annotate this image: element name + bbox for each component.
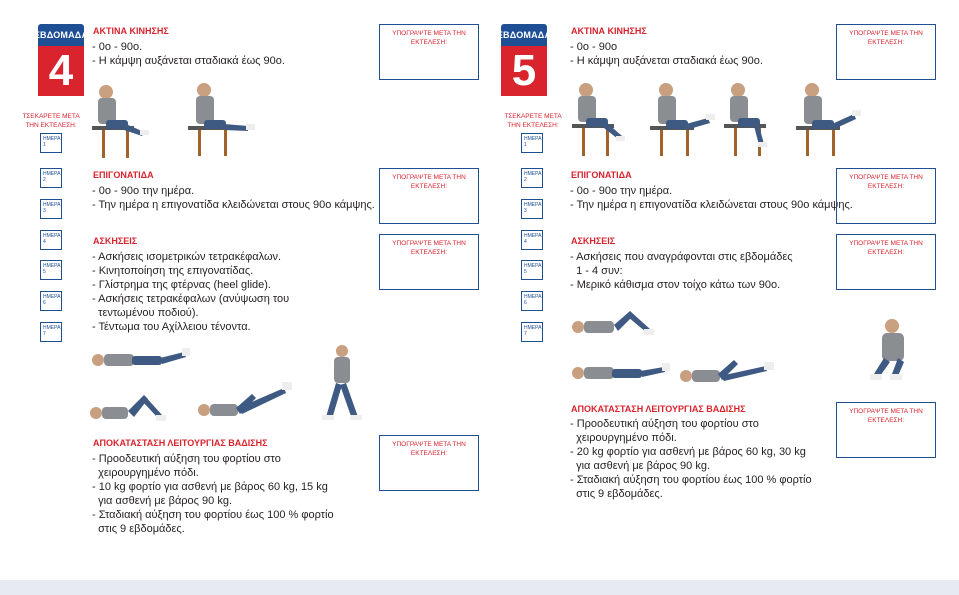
right-s1-line-2: - Η κάμψη αυξάνεται σταδιακά έως 90ο. (570, 55, 763, 67)
day-box-right-5[interactable] (521, 260, 543, 280)
photo-seated-6 (796, 78, 866, 158)
day-box-left-3[interactable] (40, 199, 62, 219)
left-s2-title: ΕΠΙΓΟΝΑΤΙΔΑ (93, 170, 154, 180)
right-s4-line-1: - Προοδευτική αύξηση του φορτίου στο (570, 418, 759, 430)
day-label: ΗΜΕΡΑ 1 (43, 136, 61, 148)
right-s4-line-6: στις 9 εβδομάδες. (570, 488, 663, 500)
sign-label: ΥΠΟΓΡΑΨΤΕ ΜΕΤΑ ΤΗΝ ΕΚΤΕΛΕΣΗ: (392, 174, 466, 190)
day-box-left-6[interactable] (40, 291, 62, 311)
right-s1-line-1: - 0ο - 90ο (570, 41, 618, 53)
photo-seated-3 (572, 78, 632, 158)
left-s4-line-1: - Προοδευτική αύξηση του φορτίου στο (92, 453, 281, 465)
sign-box-left-4[interactable] (379, 435, 479, 491)
day-label: ΗΜΕΡΑ 2 (524, 171, 542, 183)
day-label: ΗΜΕΡΑ 6 (43, 294, 61, 306)
day-box-right-7[interactable] (521, 322, 543, 342)
photo-seated-1 (92, 80, 152, 160)
left-s4-line-3: - 10 kg φορτίο για ασθενή με βάρος 60 kg, 15 kg (92, 481, 328, 493)
day-label: ΗΜΕΡΑ 5 (43, 263, 61, 275)
photo-lying-2 (90, 385, 170, 425)
left-s3-title: ΑΣΚΗΣΕΙΣ (93, 236, 138, 246)
day-label: ΗΜΕΡΑ 3 (43, 202, 61, 214)
week-number: 5 (501, 46, 547, 96)
left-s3-line-5: τεντωμένου ποδιού). (92, 307, 199, 319)
day-box-right-2[interactable] (521, 168, 543, 188)
day-label: ΗΜΕΡΑ 7 (524, 325, 542, 337)
day-box-right-3[interactable] (521, 199, 543, 219)
photo-standing-stretch (318, 343, 368, 423)
bottom-strip (0, 580, 959, 595)
sign-label: ΥΠΟΓΡΑΨΤΕ ΜΕΤΑ ΤΗΝ ΕΚΤΕΛΕΣΗ: (849, 408, 923, 424)
day-label: ΗΜΕΡΑ 1 (524, 136, 542, 148)
week-label: ΕΒΔΟΜΑΔΑ (33, 30, 89, 40)
right-s3-line-2: 1 - 4 συν: (570, 265, 623, 277)
right-s3-title: ΑΣΚΗΣΕΙΣ (571, 236, 616, 246)
sign-box-left-1[interactable] (379, 24, 479, 80)
photo-leg-raise (198, 378, 298, 422)
photo-seated-4 (650, 78, 720, 158)
day-label: ΗΜΕΡΑ 5 (524, 263, 542, 275)
photo-lying-5 (680, 348, 780, 388)
left-s2-line-2: - Την ημέρα η επιγονατίδα κλειδώνεται στους 90ο κάμψης. (92, 199, 375, 211)
check-label-left: ΤΣΕΚΑΡΕΤΕ ΜΕΤΑ ΤΗΝ ΕΚΤΕΛΕΣΗ: (22, 113, 80, 129)
day-box-right-4[interactable] (521, 230, 543, 250)
day-box-right-1[interactable] (521, 133, 543, 153)
right-s2-line-2: - Την ημέρα η επιγονατίδα κλειδώνεται στους 90ο κάμψης. (570, 199, 853, 211)
left-s1-line-2: - Η κάμψη αυξάνεται σταδιακά έως 90ο. (92, 55, 285, 67)
right-s4-line-2: χειρουργημένο πόδι. (570, 432, 677, 444)
left-s4-line-5: - Σταδιακή αύξηση του φορτίου έως 100 % φορτίο (92, 509, 334, 521)
left-s1-title: ΑΚΤΙΝΑ ΚΙΝΗΣΗΣ (93, 26, 169, 36)
sign-box-left-3[interactable] (379, 234, 479, 290)
photo-lying-1 (92, 340, 192, 372)
week-number: 4 (38, 46, 84, 96)
sign-box-right-1[interactable] (836, 24, 936, 80)
right-s3-line-3: - Μερικό κάθισμα στον τοίχο κάτω των 90ο. (570, 279, 781, 291)
sign-box-left-2[interactable] (379, 168, 479, 224)
day-box-left-2[interactable] (40, 168, 62, 188)
left-s3-line-3: - Γλίστρημα της φτέρνας (heel glide). (92, 279, 271, 291)
photo-wall-squat (862, 318, 922, 388)
sign-label: ΥΠΟΓΡΑΨΤΕ ΜΕΤΑ ΤΗΝ ΕΚΤΕΛΕΣΗ: (392, 441, 466, 457)
sign-box-right-3[interactable] (836, 234, 936, 290)
day-box-left-4[interactable] (40, 230, 62, 250)
photo-seated-5 (724, 78, 784, 158)
sign-label: ΥΠΟΓΡΑΨΤΕ ΜΕΤΑ ΤΗΝ ΕΚΤΕΛΕΣΗ: (392, 240, 466, 256)
sign-label: ΥΠΟΓΡΑΨΤΕ ΜΕΤΑ ΤΗΝ ΕΚΤΕΛΕΣΗ: (392, 30, 466, 46)
left-s4-line-2: χειρουργημένο πόδι. (92, 467, 199, 479)
left-s1-line-1: - 0ο - 90ο. (92, 41, 143, 53)
left-s4-line-4: για ασθενή με βάρος 90 kg. (92, 495, 232, 507)
left-s3-line-6: - Τέντωμα του Αχίλλειου τένοντα. (92, 321, 251, 333)
right-s4-line-4: για ασθενή με βάρος 90 kg. (570, 460, 710, 472)
week-label: ΕΒΔΟΜΑΔΑ (496, 30, 552, 40)
day-box-right-6[interactable] (521, 291, 543, 311)
photo-lying-3 (572, 305, 672, 339)
sign-box-right-4[interactable] (836, 402, 936, 458)
left-s4-line-6: στις 9 εβδομάδες. (92, 523, 185, 535)
day-label: ΗΜΕΡΑ 4 (43, 233, 61, 245)
day-label: ΗΜΕΡΑ 4 (524, 233, 542, 245)
sign-label: ΥΠΟΓΡΑΨΤΕ ΜΕΤΑ ΤΗΝ ΕΚΤΕΛΕΣΗ: (849, 30, 923, 46)
week-badge-left (33, 24, 89, 96)
right-s4-title: ΑΠΟΚΑΤΑΣΤΑΣΗ ΛΕΙΤΟΥΡΓΙΑΣ ΒΑΔΙΣΗΣ (571, 404, 746, 414)
day-label: ΗΜΕΡΑ 3 (524, 202, 542, 214)
right-s2-line-1: - 0ο - 90ο την ημέρα. (570, 185, 673, 197)
photo-seated-2 (188, 78, 258, 158)
left-s3-line-2: - Κινητοποίηση της επιγονατίδας. (92, 265, 254, 277)
left-s2-line-1: - 0ο - 90ο την ημέρα. (92, 185, 195, 197)
day-label: ΗΜΕΡΑ 7 (43, 325, 61, 337)
right-s1-title: ΑΚΤΙΝΑ ΚΙΝΗΣΗΣ (571, 26, 647, 36)
day-box-left-1[interactable] (40, 133, 62, 153)
check-label-right: ΤΣΕΚΑΡΕΤΕ ΜΕΤΑ ΤΗΝ ΕΚΤΕΛΕΣΗ: (504, 113, 562, 129)
sign-box-right-2[interactable] (836, 168, 936, 224)
left-s4-title: ΑΠΟΚΑΤΑΣΤΑΣΗ ΛΕΙΤΟΥΡΓΙΑΣ ΒΑΔΙΣΗΣ (93, 438, 268, 448)
day-box-left-5[interactable] (40, 260, 62, 280)
day-label: ΗΜΕΡΑ 2 (43, 171, 61, 183)
right-s4-line-3: - 20 kg φορτίο για ασθενή με βάρος 60 kg, 30 kg (570, 446, 806, 458)
right-s4-line-5: - Σταδιακή αύξηση του φορτίου έως 100 % φορτίο (570, 474, 812, 486)
sign-label: ΥΠΟΓΡΑΨΤΕ ΜΕΤΑ ΤΗΝ ΕΚΤΕΛΕΣΗ: (849, 174, 923, 190)
photo-lying-4 (572, 355, 672, 385)
right-s2-title: ΕΠΙΓΟΝΑΤΙΔΑ (571, 170, 632, 180)
sign-label: ΥΠΟΓΡΑΨΤΕ ΜΕΤΑ ΤΗΝ ΕΚΤΕΛΕΣΗ: (849, 240, 923, 256)
right-s3-line-1: - Ασκήσεις που αναγράφονται στις εβδομάδες (570, 251, 793, 263)
day-box-left-7[interactable] (40, 322, 62, 342)
day-label: ΗΜΕΡΑ 6 (524, 294, 542, 306)
left-s3-line-4: - Ασκήσεις τετρακέφαλων (ανύψωση του (92, 293, 290, 305)
week-badge-right (496, 24, 552, 96)
left-s3-line-1: - Ασκήσεις ισομετρικών τετρακέφαλων. (92, 251, 282, 263)
